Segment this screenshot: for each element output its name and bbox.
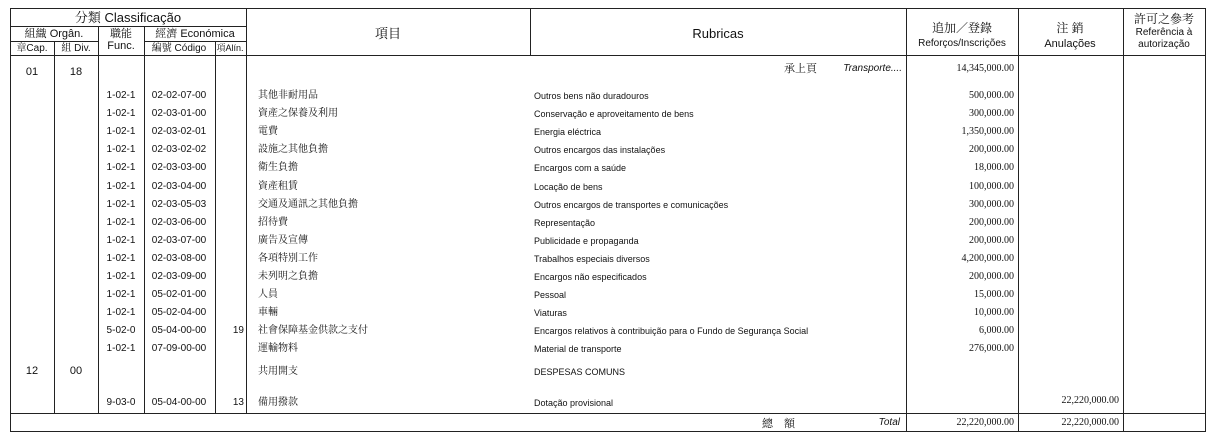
- row-reforco: 10,000.00: [974, 307, 1014, 319]
- row-code: 02-03-09-00: [151, 271, 207, 282]
- table-border-right: [1205, 8, 1206, 432]
- row-item-cn: 運輸物料: [258, 343, 298, 355]
- row-code: 02-03-05-03: [151, 198, 207, 210]
- row-code: 02-03-08-00: [151, 252, 207, 264]
- col-line-func: [98, 26, 99, 413]
- final-alin: 13: [232, 397, 244, 408]
- header-alin: 項Alín.: [216, 43, 244, 53]
- row-reforco: 500,000.00: [969, 90, 1014, 101]
- row-func: 1-02-1: [106, 144, 136, 156]
- row-reforco: 4,200,000.00: [961, 252, 1014, 264]
- row-func: 1-02-1: [106, 234, 136, 246]
- header-rule-2b: [144, 41, 246, 42]
- row-item-cn: 衛生負擔: [258, 162, 298, 174]
- row-func: 1-02-1: [106, 216, 136, 228]
- header-rule-bottom: [10, 55, 1206, 56]
- row-rubrica-pt: Locação de bens: [534, 181, 603, 192]
- transport-cn: 承上頁: [784, 62, 817, 75]
- row-reforco: 100,000.00: [969, 180, 1014, 192]
- row-code: 02-03-06-00: [151, 216, 207, 228]
- col-line-reforcos: [906, 8, 907, 432]
- col-line-code: [144, 26, 145, 413]
- row-item-cn: 車輛: [258, 307, 278, 319]
- cap-01: 01: [25, 66, 39, 78]
- final-code: 05-04-00-00: [151, 397, 207, 408]
- div-00: 00: [69, 365, 83, 377]
- row-reforco: 15,000.00: [974, 289, 1014, 301]
- row-reforco: 300,000.00: [969, 108, 1014, 120]
- cap-12: 12: [25, 365, 39, 377]
- row-reforco: 300,000.00: [969, 198, 1014, 210]
- table-border-top: [10, 8, 1206, 9]
- row-func: 1-02-1: [106, 162, 136, 174]
- final-pt: Dotação provisional: [534, 398, 614, 408]
- row-code: 02-03-03-00: [151, 162, 207, 174]
- section-pt: DESPESAS COMUNS: [534, 367, 626, 377]
- table-border-bottom: [10, 431, 1206, 432]
- header-func-cn: 職能: [110, 28, 132, 40]
- header-reforcos-cn: 追加／登錄: [931, 21, 993, 35]
- row-code: 02-03-01-00: [151, 108, 207, 120]
- row-code: 07-09-00-00: [151, 343, 207, 355]
- row-item-cn: 資產租賃: [258, 180, 298, 192]
- row-rubrica-pt: Outros encargos das instalações: [534, 145, 666, 156]
- row-func: 1-02-1: [106, 90, 136, 101]
- row-rubrica-pt: Viaturas: [534, 308, 567, 319]
- row-func: 1-02-1: [106, 307, 136, 319]
- row-item-cn: 各項特別工作: [258, 252, 318, 264]
- row-reforco: 200,000.00: [969, 144, 1014, 156]
- col-line-ref: [1123, 8, 1124, 432]
- row-rubrica-pt: Encargos com a saúde: [534, 163, 627, 174]
- table-border-left: [10, 8, 11, 432]
- col-line-alin: [215, 41, 216, 413]
- row-rubrica-pt: Publicidade e propaganda: [534, 235, 639, 246]
- row-func: 1-02-1: [106, 343, 136, 355]
- row-rubrica-pt: Encargos relativos à contribuição para o Fundo de Segurança Social: [534, 326, 809, 337]
- row-item-cn: 廣告及宣傳: [258, 234, 308, 246]
- row-alin: 19: [232, 325, 244, 337]
- final-anulacao: 22,220,000.00: [1061, 395, 1119, 406]
- row-reforco: 200,000.00: [969, 271, 1014, 282]
- row-item-cn: 電費: [258, 126, 278, 138]
- row-item-cn: 人員: [258, 289, 278, 301]
- row-reforco: 1,350,000.00: [961, 126, 1014, 138]
- section-cn: 共用開支: [258, 366, 298, 377]
- row-code: 02-03-04-00: [151, 180, 207, 192]
- row-func: 5-02-0: [106, 325, 136, 337]
- row-item-cn: 其他非耐用品: [258, 90, 318, 101]
- div-18: 18: [69, 66, 83, 78]
- row-rubrica-pt: Conservação e aproveitamento de bens: [534, 109, 694, 120]
- transport-amount: 14,345,000.00: [956, 63, 1014, 74]
- row-item-cn: 設施之其他負擔: [258, 144, 328, 156]
- transport-pt: Transporte....: [843, 63, 902, 74]
- header-codigo: 編號 Código: [151, 43, 207, 54]
- row-rubrica-pt: Encargos não especificados: [534, 272, 647, 282]
- header-rubricas: Rubricas: [692, 26, 744, 41]
- row-func: 1-02-1: [106, 198, 136, 210]
- row-item-cn: 資產之保養及利用: [258, 108, 338, 120]
- row-item-cn: 社會保障基金供款之支付: [258, 325, 368, 337]
- header-anulacoes-pt: Anulações: [1044, 38, 1096, 50]
- row-item-cn: 招待費: [258, 216, 288, 228]
- row-rubrica-pt: Representação: [534, 217, 596, 228]
- header-reforcos-pt: Reforços/Inscrições: [918, 38, 1006, 49]
- total-pt: Total: [878, 417, 900, 428]
- total-cn: 總 額: [762, 417, 795, 430]
- row-reforco: 200,000.00: [969, 216, 1014, 228]
- header-anulacoes-cn: 注 銷: [1056, 21, 1084, 35]
- row-rubrica-pt: Outros bens não duradouros: [534, 91, 649, 101]
- header-organ: 組織 Orgân.: [24, 28, 84, 40]
- row-reforco: 18,000.00: [974, 162, 1014, 174]
- row-rubrica-pt: Outros encargos de transportes e comunicações: [534, 199, 729, 210]
- col-line-item: [246, 8, 247, 413]
- row-func: 1-02-1: [106, 252, 136, 264]
- header-item: 項目: [374, 26, 402, 41]
- total-anulacao: 22,220,000.00: [1061, 417, 1119, 428]
- row-func: 1-02-1: [106, 108, 136, 120]
- total-reforco: 22,220,000.00: [956, 417, 1014, 428]
- final-func: 9-03-0: [106, 397, 136, 408]
- col-line-anulacoes: [1018, 8, 1019, 432]
- header-cap: 章Cap.: [16, 43, 48, 54]
- final-cn: 備用撥款: [258, 397, 298, 408]
- row-rubrica-pt: Material de transporte: [534, 344, 622, 355]
- row-code: 02-03-02-02: [151, 144, 207, 156]
- header-ref-cn: 許可之參考: [1133, 12, 1195, 26]
- row-code: 05-02-04-00: [151, 307, 207, 319]
- header-rule-1: [10, 26, 246, 27]
- row-rubrica-pt: Trabalhos especiais diversos: [534, 253, 650, 264]
- header-func-pt: Func.: [107, 40, 135, 52]
- budget-table: [10, 8, 1206, 432]
- total-rule: [10, 413, 1206, 414]
- row-func: 1-02-1: [106, 289, 136, 301]
- header-div: 組 Div.: [61, 43, 91, 54]
- row-code: 02-02-07-00: [151, 90, 207, 101]
- row-code: 02-03-02-01: [151, 126, 207, 138]
- row-code: 02-03-07-00: [151, 234, 207, 246]
- header-ref-pt2: autorização: [1138, 39, 1190, 50]
- row-func: 1-02-1: [106, 180, 136, 192]
- row-func: 1-02-1: [106, 126, 136, 138]
- row-item-cn: 交通及通訊之其他負擔: [258, 198, 358, 210]
- row-rubrica-pt: Energia eléctrica: [534, 127, 602, 138]
- header-ref-pt1: Referência à: [1135, 27, 1193, 38]
- row-code: 05-02-01-00: [151, 289, 207, 301]
- row-reforco: 6,000.00: [979, 325, 1014, 337]
- row-rubrica-pt: Pessoal: [534, 290, 567, 301]
- row-code: 05-04-00-00: [151, 325, 207, 337]
- header-economica: 經濟 Económica: [155, 28, 235, 40]
- col-line-div: [54, 41, 55, 413]
- row-func: 1-02-1: [106, 271, 136, 282]
- header-classificacao: 分類 Classificação: [74, 10, 182, 25]
- row-reforco: 276,000.00: [969, 343, 1014, 355]
- col-line-rubricas-head: [530, 8, 531, 55]
- row-item-cn: 未列明之負擔: [258, 271, 318, 282]
- row-reforco: 200,000.00: [969, 234, 1014, 246]
